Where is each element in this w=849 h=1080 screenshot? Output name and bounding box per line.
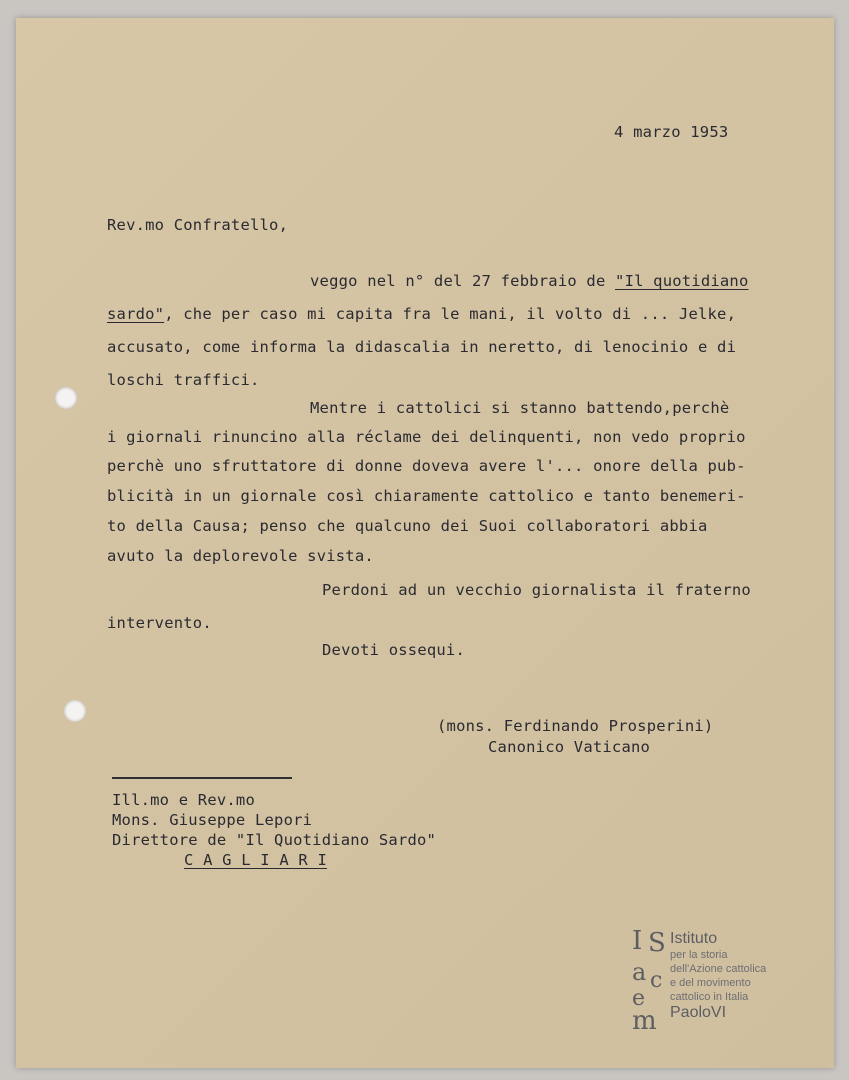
monogram-letter-3: a [632,958,647,986]
body-line-5: Mentre i cattolici si stanno battendo,perchè [310,399,730,417]
letter-paper [16,18,834,1068]
watermark-line-5: cattolico in Italia [670,991,749,1003]
body-line-6: i giornali rinuncino alla réclame dei delinquenti, non vedo proprio [107,428,746,446]
watermark-line-6: PaoloVI [670,1004,727,1021]
separator-rule [112,777,292,779]
body-line-4: loschi traffici. [107,371,260,389]
body-line-8: blicità in un giornale così chiaramente cattolico e tanto benemeri- [107,487,746,505]
body-line-9: to della Causa; penso che qualcuno dei Suoi collaboratori abbia [107,517,708,535]
letter-date: 4 marzo 1953 [614,123,729,141]
monogram-letter-5: e [632,986,646,1011]
signature-title: Canonico Vaticano [488,738,651,756]
newspaper-name-part1: "Il quotidiano [615,272,749,290]
watermark-text [670,930,766,1022]
watermark-line-2: per la storia [670,949,728,961]
body-line-12: intervento. [107,614,212,632]
addressee-line-2: Mons. Giuseppe Lepori [112,811,313,829]
addressee-city: C A G L I A R I [184,851,327,869]
letter-salutation: Rev.mo Confratello, [107,216,289,234]
monogram-letter-1: I [632,926,643,956]
punch-hole-top [55,387,77,409]
body-line-1-text: veggo nel n° del 27 febbraio de [310,272,616,290]
body-line-3: accusato, come informa la didascalia in neretto, di lenocinio e di [107,338,737,356]
watermark-line-1: Istituto [670,930,718,947]
addressee-line-1: Ill.mo e Rev.mo [112,791,255,809]
body-line-1 [310,272,748,290]
body-line-2 [107,305,736,323]
monogram-letter-6: m [632,1006,657,1036]
newspaper-name-part2: sardo" [107,305,165,323]
watermark-logo [630,926,780,1036]
body-line-7: perchè uno sfruttatore di donne doveva avere l'... onore della pub- [107,457,746,475]
monogram-letter-4: c [650,968,663,993]
body-line-2-text: , che per caso mi capita fra le mani, il volto di ... Jelke, [164,305,737,323]
body-line-10: avuto la deplorevole svista. [107,547,374,565]
signature-name: (mons. Ferdinando Prosperini) [437,717,714,735]
closing: Devoti ossequi. [322,641,465,659]
watermark-line-4: e del movimento [670,977,751,989]
watermark-line-3: dell'Azione cattolica [670,963,767,975]
monogram-letter-2: S [648,928,666,958]
addressee-line-3: Direttore de "Il Quotidiano Sardo" [112,831,437,849]
body-line-11: Perdoni ad un vecchio giornalista il fraterno [322,581,751,599]
punch-hole-bottom [64,700,86,722]
watermark-monogram [630,926,670,1036]
